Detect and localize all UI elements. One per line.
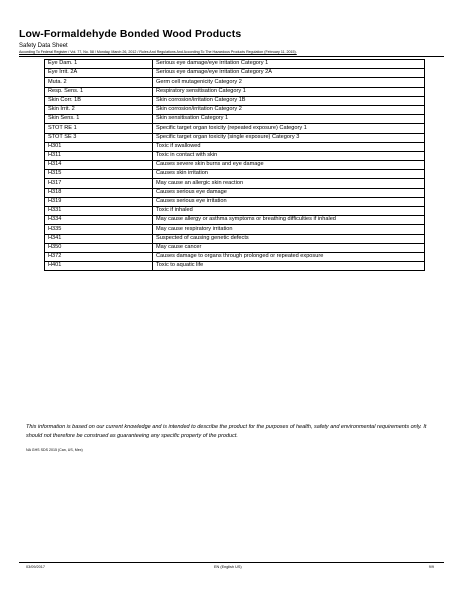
regulation-reference: According To Federal Register / Vol. 77, No. 58 / Monday, March 26, 2012 / Rules And Regulations And According To The Hazardous Products Regulation (February 11, 2015). — [19, 50, 297, 54]
table-row — [45, 96, 425, 105]
table-row — [45, 142, 425, 151]
footer-date: 03/09/2017 — [26, 565, 46, 569]
hazard-description-cell: Causes serious eye damage — [153, 188, 425, 197]
table-row — [45, 216, 425, 225]
hazard-description-cell: May cause cancer — [153, 243, 425, 252]
table-row — [45, 78, 425, 87]
hazard-code-cell: Muta. 2 — [45, 78, 153, 87]
hazard-description-cell: Skin sensitisation Category 1 — [153, 115, 425, 124]
hazard-description-cell: Causes severe skin burns and eye damage — [153, 161, 425, 170]
table-row — [45, 197, 425, 206]
document-subtitle: Safety Data Sheet — [19, 43, 68, 49]
table-row — [45, 87, 425, 96]
footer-divider — [19, 562, 444, 563]
hazard-code-cell: H314 — [45, 161, 153, 170]
hazard-description-cell: Serious eye damage/eye irritation Category 1 — [153, 60, 425, 69]
hazard-description-cell: Toxic to aquatic life — [153, 262, 425, 271]
hazard-description-cell: Toxic in contact with skin — [153, 151, 425, 160]
hazard-description-cell: Germ cell mutagenicity Category 2 — [153, 78, 425, 87]
hazard-code-cell: H301 — [45, 142, 153, 151]
hazard-description-cell: Causes serious eye irritation — [153, 197, 425, 206]
table-row — [45, 105, 425, 114]
hazard-description-cell: Causes skin irritation — [153, 170, 425, 179]
hazard-codes-table-body — [45, 60, 425, 271]
table-row — [45, 207, 425, 216]
hazard-code-cell: H401 — [45, 262, 153, 271]
hazard-code-cell: H318 — [45, 188, 153, 197]
hazard-code-cell: Eye Dam. 1 — [45, 60, 153, 69]
table-row — [45, 151, 425, 160]
table-row — [45, 225, 425, 234]
hazard-code-cell: Skin Sens. 1 — [45, 115, 153, 124]
hazard-code-cell: H319 — [45, 197, 153, 206]
table-row — [45, 60, 425, 69]
table-row — [45, 243, 425, 252]
hazard-code-cell: H311 — [45, 151, 153, 160]
document-reference: NA GHS SDS 2015 (Can, US, Mex) — [26, 448, 83, 452]
table-row — [45, 115, 425, 124]
hazard-code-cell: H350 — [45, 243, 153, 252]
hazard-description-cell: Skin corrosion/irritation Category 1B — [153, 96, 425, 105]
table-row — [45, 234, 425, 243]
hazard-description-cell: Causes damage to organs through prolonged or repeated exposure — [153, 252, 425, 261]
hazard-description-cell: Toxic if swallowed — [153, 142, 425, 151]
header-divider — [19, 56, 444, 57]
hazard-code-cell: H341 — [45, 234, 153, 243]
hazard-codes-table — [44, 59, 425, 271]
document-title: Low-Formaldehyde Bonded Wood Products — [19, 28, 242, 40]
table-row — [45, 170, 425, 179]
table-row — [45, 133, 425, 142]
table-row — [45, 252, 425, 261]
hazard-code-cell: H315 — [45, 170, 153, 179]
hazard-description-cell: May cause an allergic skin reaction — [153, 179, 425, 188]
hazard-description-cell: May cause respiratory irritation — [153, 225, 425, 234]
hazard-code-cell: STOT RE 1 — [45, 124, 153, 133]
hazard-description-cell: May cause allergy or asthma symptoms or breathing difficulties if inhaled — [153, 216, 425, 225]
hazard-code-cell: Skin Corr. 1B — [45, 96, 153, 105]
hazard-code-cell: H372 — [45, 252, 153, 261]
table-row — [45, 69, 425, 78]
hazard-code-cell: H334 — [45, 216, 153, 225]
table-row — [45, 262, 425, 271]
hazard-description-cell: Specific target organ toxicity (repeated exposure) Category 1 — [153, 124, 425, 133]
hazard-description-cell: Specific target organ toxicity (single exposure) Category 3 — [153, 133, 425, 142]
hazard-code-cell: Eye Irrit. 2A — [45, 69, 153, 78]
hazard-code-cell: H335 — [45, 225, 153, 234]
disclaimer-text: This information is based on our current knowledge and is intended to describe the product for the purposes of health, safety and environmental requirements only. It should not therefore be construed as guaranteeing any specific property of the product. — [26, 424, 427, 439]
table-row — [45, 188, 425, 197]
hazard-description-cell: Suspected of causing genetic defects — [153, 234, 425, 243]
footer-page-number: 9/9 — [428, 565, 434, 569]
hazard-code-cell: STOT SE 3 — [45, 133, 153, 142]
hazard-code-cell: H317 — [45, 179, 153, 188]
hazard-code-cell: Skin Irrit. 2 — [45, 105, 153, 114]
table-row — [45, 161, 425, 170]
hazard-description-cell: Serious eye damage/eye irritation Category 2A — [153, 69, 425, 78]
table-row — [45, 179, 425, 188]
hazard-description-cell: Skin corrosion/irritation Category 2 — [153, 105, 425, 114]
hazard-code-cell: Resp. Sens. 1 — [45, 87, 153, 96]
footer-language: EN (English US) — [214, 565, 242, 569]
hazard-description-cell: Toxic if inhaled — [153, 207, 425, 216]
hazard-code-cell: H331 — [45, 207, 153, 216]
hazard-description-cell: Respiratory sensitisation Category 1 — [153, 87, 425, 96]
table-row — [45, 124, 425, 133]
